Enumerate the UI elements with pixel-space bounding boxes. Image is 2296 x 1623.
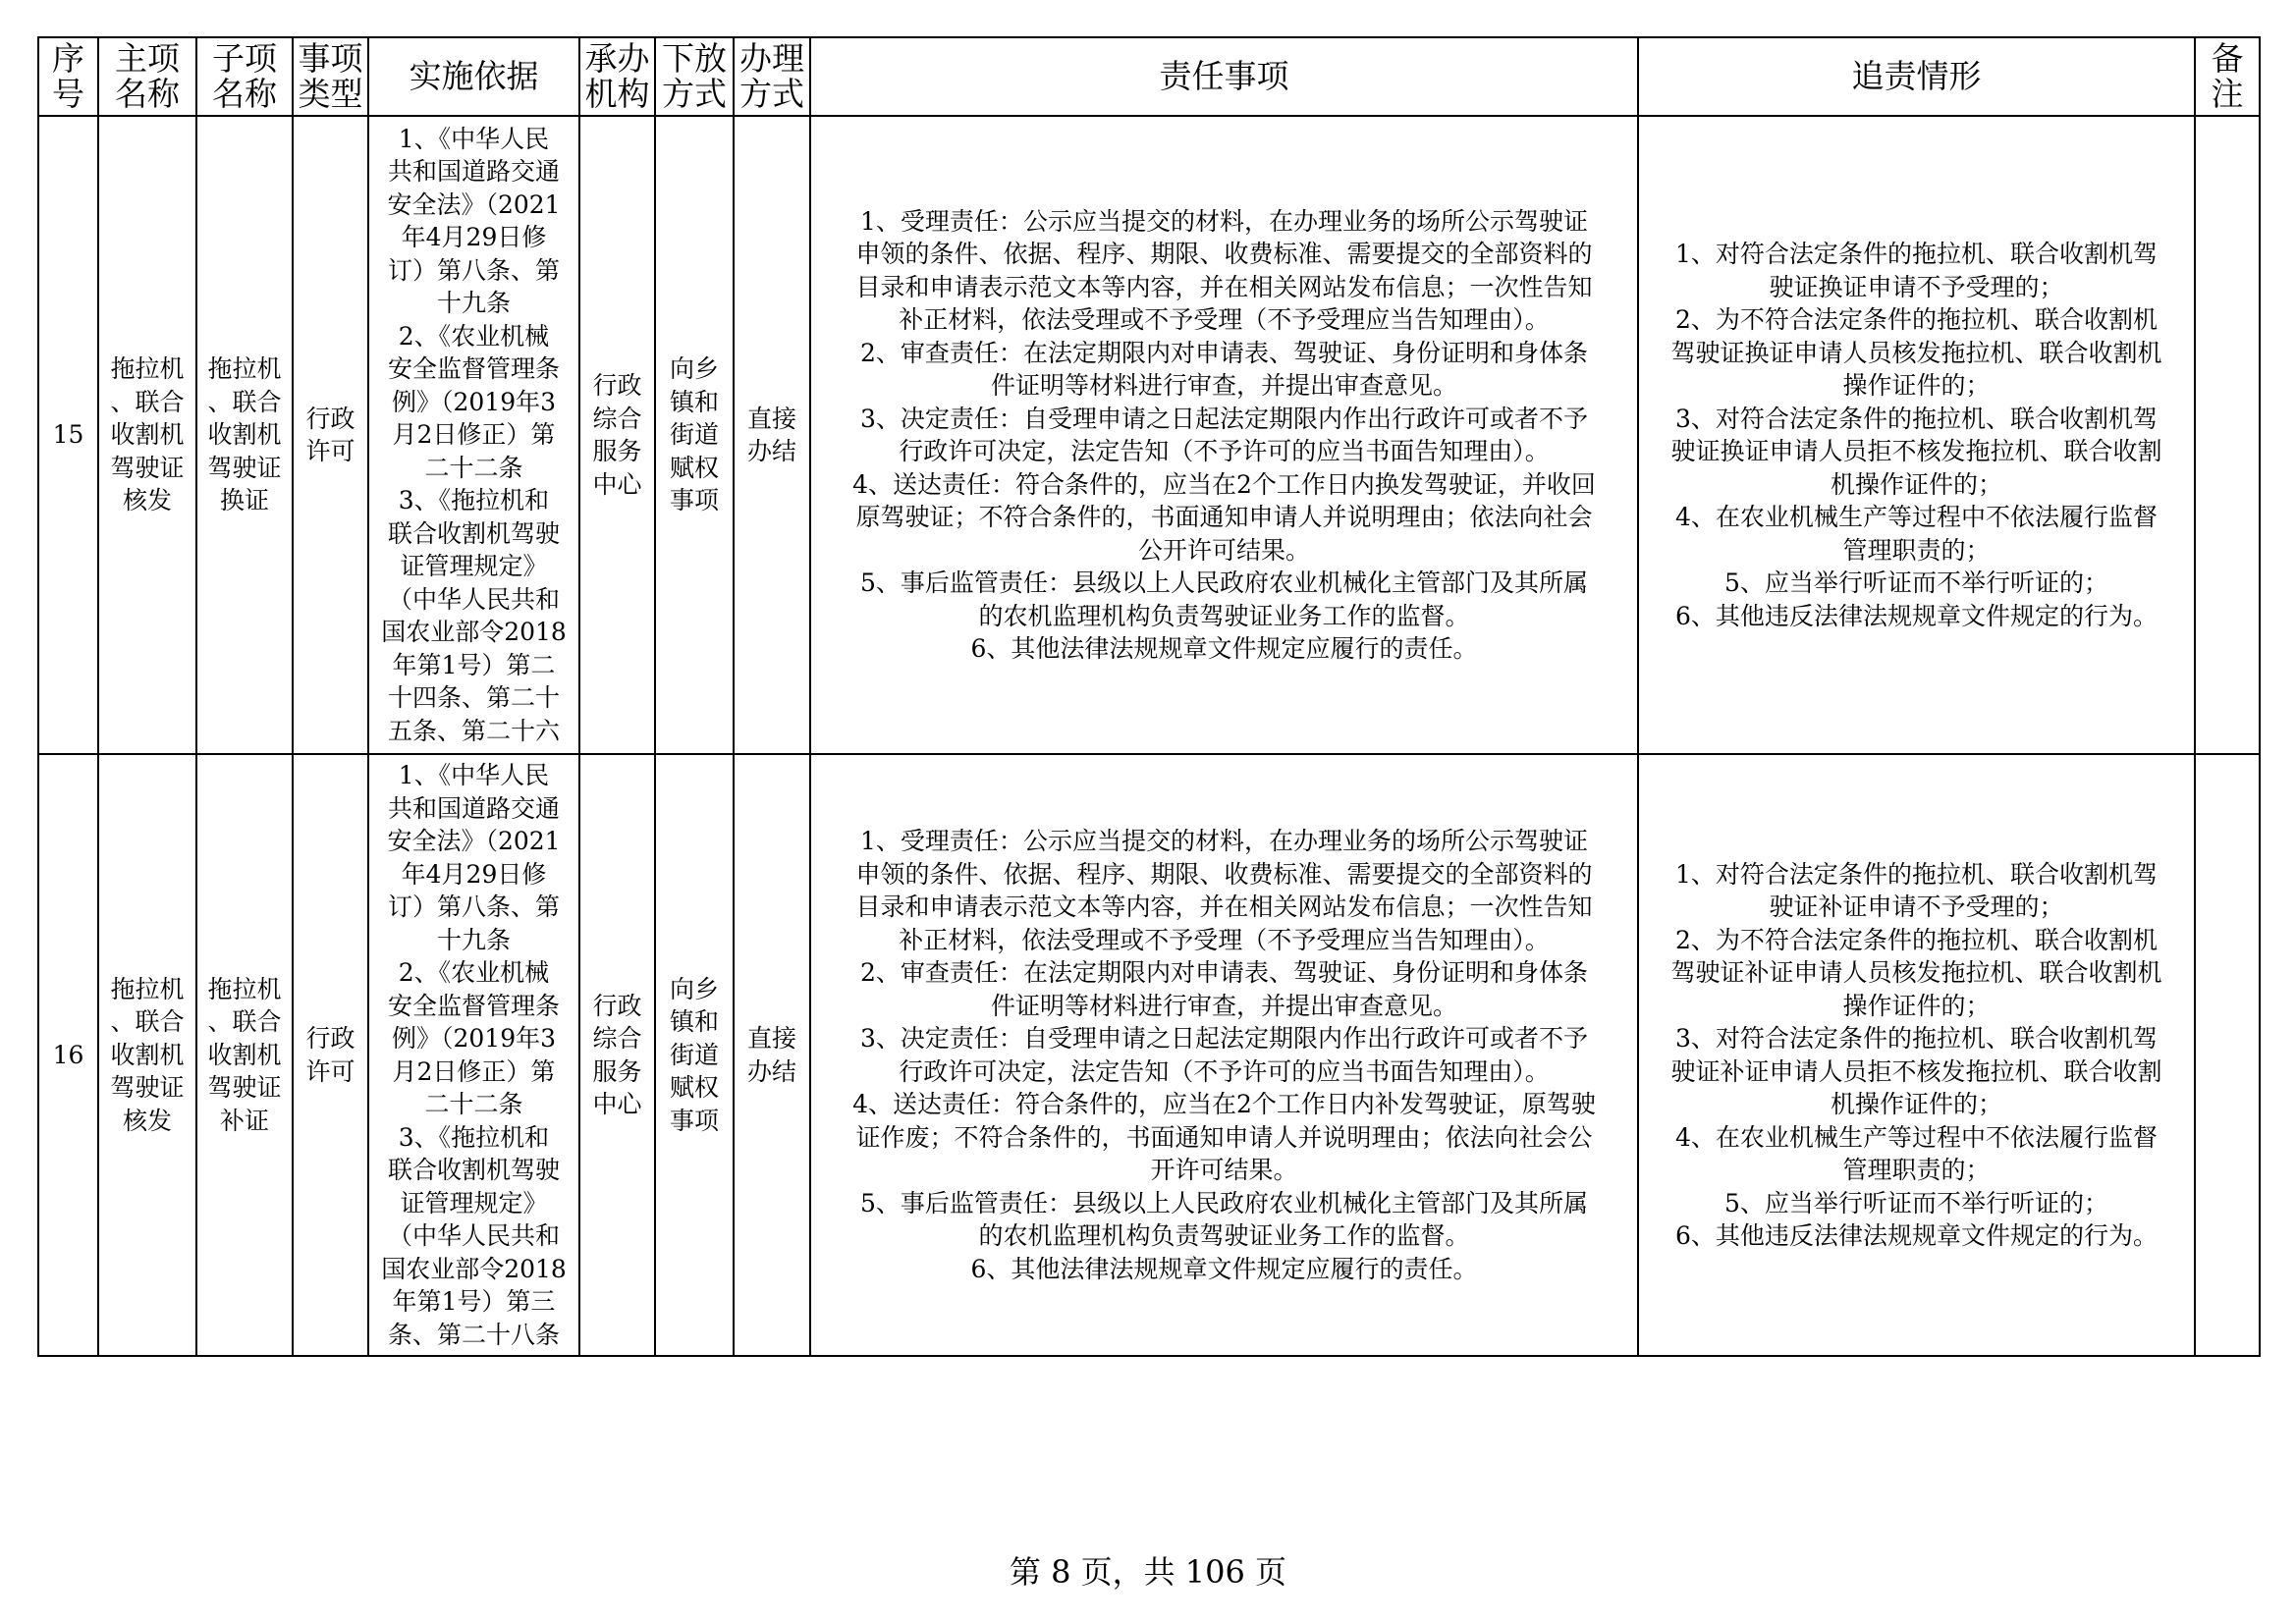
text-line: 名称	[115, 75, 180, 113]
text-line: 驾驶证	[110, 453, 185, 482]
text-line: 月2日修正）第	[392, 1056, 556, 1086]
cell-basis	[368, 116, 579, 754]
text-line: 、联合	[207, 1007, 282, 1037]
text-line: 办理	[739, 39, 804, 78]
text-line: 订）第八条、第	[387, 893, 560, 921]
text-line: 赋权	[669, 453, 719, 482]
text-line: 件证明等材料进行审查，并提出审查意见。	[990, 371, 1457, 400]
cell-accountability	[1638, 754, 2195, 1356]
text-line: 办结	[746, 1056, 796, 1086]
text-line: 6、其他违反法律法规规章文件规定的行为。	[1675, 1221, 2158, 1250]
text-line: 条、第二十八条	[387, 1320, 560, 1349]
text-line: 行政	[592, 991, 642, 1020]
cell-remarks	[2195, 116, 2260, 754]
text-line: 的农机监理机构负责驾驶证业务工作的监督。	[978, 601, 1470, 630]
text-line: 责任事项	[1159, 57, 1289, 95]
text-line: 国农业部令2018	[381, 618, 567, 647]
text-line: 赋权	[669, 1073, 719, 1103]
text-line: 补正材料，依法受理或不予受理（不予受理应当告知理由）。	[899, 305, 1550, 334]
text-line: 驾驶证换证申请人员核发拖拉机、联合收割机	[1670, 338, 2162, 367]
text-line: 收割机	[110, 420, 185, 450]
text-line: 3、决定责任：自受理申请之日起法定期限内作出行政许可或者不予	[860, 1024, 1588, 1053]
text-line: 年第1号）第三	[392, 1287, 556, 1316]
page-footer: 第 8 页，共 106 页	[1009, 1553, 1287, 1591]
text-line: 2、《农业机械	[398, 958, 550, 987]
text-line: 安全监督管理条	[387, 354, 560, 384]
header-method	[734, 37, 810, 116]
text-line: 驶证补证申请不予受理的；	[1769, 893, 2064, 921]
text-line: 事项	[298, 39, 363, 78]
cell-sub-item	[196, 116, 293, 754]
cell-delegation	[655, 754, 734, 1356]
text-line: 机操作证件的；	[1830, 1090, 2002, 1118]
text-line: 补正材料，依法受理或不予受理（不予受理应当告知理由）。	[899, 925, 1550, 954]
cell-method	[734, 116, 810, 754]
text-line: 驾驶证	[207, 453, 282, 482]
text-line: 管理职责的；	[1842, 1156, 1991, 1184]
text-line: 事项	[669, 486, 719, 515]
text-line: 1、受理责任：公示应当提交的材料，在办理业务的场所公示驾驶证	[860, 827, 1588, 855]
text-line: 十九条	[436, 925, 511, 954]
text-line: 类型	[298, 75, 363, 113]
text-line: 5、事后监管责任：县级以上人民政府农业机械化主管部门及其所属	[860, 1188, 1588, 1217]
text-line: 行政许可决定，法定告知（不予许可的应当书面告知理由）。	[899, 437, 1550, 465]
text-line: 综合	[592, 1024, 642, 1053]
text-line: 6、其他法律法规规章文件规定应履行的责任。	[970, 1254, 1478, 1283]
text-line: 5、事后监管责任：县级以上人民政府农业机械化主管部门及其所属	[860, 568, 1588, 597]
text-line: 1、《中华人民	[398, 761, 550, 789]
responsibility-table	[37, 36, 2261, 1357]
text-line: 方式	[739, 75, 804, 113]
text-line: 驾驶证补证申请人员核发拖拉机、联合收割机	[1670, 958, 2162, 987]
text-line: （中华人民共和	[387, 584, 560, 614]
text-line: 5、应当举行听证而不举行听证的；	[1724, 568, 2108, 597]
text-line: 收割机	[207, 1040, 282, 1069]
text-line: 驶证补证申请人员拒不核发拖拉机、联合收割	[1670, 1056, 2162, 1086]
text-line: 申领的条件、依据、程序、期限、收费标准、需要提交的全部资料的	[855, 859, 1593, 889]
text-line: 件证明等材料进行审查，并提出审查意见。	[990, 991, 1457, 1020]
cell-sub-item	[196, 754, 293, 1356]
cell-seq: 15	[38, 116, 98, 754]
text-line: 、联合	[110, 1007, 185, 1037]
text-line: 许可	[305, 1056, 355, 1086]
header-responsibility	[810, 37, 1638, 116]
text-line: 联合收割机驾驶	[387, 518, 560, 548]
text-line: 6、其他法律法规规章文件规定应履行的责任。	[970, 634, 1478, 663]
text-line: 机操作证件的；	[1830, 469, 2002, 499]
text-line: 安全法》（2021	[387, 827, 561, 855]
text-line: 收割机	[110, 1040, 185, 1069]
text-line: 安全监督管理条	[387, 991, 560, 1020]
cell-main-item	[98, 754, 196, 1356]
header-delegation	[655, 37, 734, 116]
cell-remarks	[2195, 754, 2260, 1356]
text-line: 驶证换证申请人员拒不核发拖拉机、联合收割	[1670, 437, 2162, 465]
text-line: 1、《中华人民	[398, 124, 550, 153]
cell-org	[579, 116, 655, 754]
text-line: 5、应当举行听证而不举行听证的；	[1724, 1188, 2108, 1217]
header-accountability	[1638, 37, 2195, 116]
header-sub-item	[196, 37, 293, 116]
cell-basis	[368, 754, 579, 1356]
text-line: 服务	[592, 1056, 642, 1086]
text-line: 中心	[592, 1090, 642, 1118]
text-line: 二十二条	[424, 1090, 523, 1118]
text-line: 街道	[669, 1040, 719, 1069]
header-remarks	[2195, 37, 2260, 116]
text-line: 五条、第二十六	[387, 716, 560, 745]
text-line: 年4月29日修	[401, 223, 547, 252]
text-line: 3、对符合法定条件的拖拉机、联合收割机驾	[1675, 1024, 2158, 1053]
text-line: 二十二条	[424, 453, 523, 482]
header-org	[579, 37, 655, 116]
cell-responsibility	[810, 116, 1638, 754]
text-line: 的农机监理机构负责驾驶证业务工作的监督。	[978, 1221, 1470, 1250]
text-line: 共和国道路交通	[387, 793, 560, 823]
text-line: 序	[52, 39, 84, 78]
text-line: 证管理规定》	[400, 552, 548, 581]
text-line: 2、审查责任：在法定期限内对申请表、驾驶证、身份证明和身体条	[860, 338, 1588, 367]
text-line: 追责情形	[1851, 57, 1982, 95]
text-line: 国农业部令2018	[381, 1254, 567, 1283]
text-line: 行政许可决定，法定告知（不予许可的应当书面告知理由）。	[899, 1056, 1550, 1086]
text-line: 例》（2019年3	[391, 1024, 557, 1053]
header-seq	[38, 37, 98, 116]
text-line: 综合	[592, 404, 642, 433]
text-line: 公开许可结果。	[1137, 535, 1310, 565]
text-line: 主项	[115, 39, 180, 78]
text-line: 管理职责的；	[1842, 535, 1991, 565]
cell-method	[734, 754, 810, 1356]
text-line: 子项	[212, 39, 277, 78]
cell-responsibility	[810, 754, 1638, 1356]
text-line: 镇和	[669, 1007, 719, 1037]
text-line: 4、送达责任：符合条件的，应当在2个工作日内换发驾驶证，并收回	[852, 469, 1596, 499]
text-line: 月2日修正）第	[392, 420, 556, 450]
text-line: 实施依据	[409, 57, 539, 95]
text-line: 操作证件的；	[1842, 991, 1991, 1020]
text-line: 街道	[669, 420, 719, 450]
text-line: 备	[2211, 39, 2244, 78]
text-line: 联合收割机驾驶	[387, 1156, 560, 1184]
text-line: 注	[2211, 75, 2244, 113]
text-line: 驶证换证申请不予受理的；	[1769, 272, 2064, 301]
table-row	[38, 754, 2260, 1356]
text-line: 拖拉机	[110, 354, 185, 384]
text-line: 十四条、第二十	[387, 683, 560, 713]
text-line: 操作证件的；	[1842, 371, 1991, 400]
text-line: 行政	[305, 1024, 355, 1053]
cell-type	[293, 754, 368, 1356]
text-line: 3、对符合法定条件的拖拉机、联合收割机驾	[1675, 404, 2158, 433]
table-row	[38, 116, 2260, 754]
text-line: 镇和	[669, 387, 719, 416]
text-line: 名称	[212, 75, 277, 113]
header-type	[293, 37, 368, 116]
cell-main-item	[98, 116, 196, 754]
text-line: 1、受理责任：公示应当提交的材料，在办理业务的场所公示驾驶证	[860, 206, 1588, 236]
text-line: 、联合	[207, 387, 282, 416]
text-line: 方式	[662, 75, 727, 113]
text-line: 直接	[746, 1024, 796, 1053]
text-line: 2、《农业机械	[398, 321, 550, 351]
text-line: 开许可结果。	[1150, 1156, 1298, 1184]
cell-type	[293, 116, 368, 754]
text-line: 核发	[122, 486, 172, 515]
text-line: 事项	[669, 1106, 719, 1135]
text-line: 例》（2019年3	[391, 387, 557, 416]
text-line: 1、对符合法定条件的拖拉机、联合收割机驾	[1675, 859, 2158, 889]
text-line: 向乡	[669, 974, 719, 1003]
text-line: 2、审查责任：在法定期限内对申请表、驾驶证、身份证明和身体条	[860, 958, 1588, 987]
text-line: 向乡	[669, 354, 719, 384]
text-line: 驾驶证	[110, 1073, 185, 1103]
text-line: 下放	[662, 39, 727, 78]
text-line: 原驾驶证；不符合条件的，书面通知申请人并说明理由；依法向社会	[855, 503, 1593, 531]
text-line: 直接	[746, 404, 796, 433]
text-line: 3、《拖拉机和	[398, 1122, 550, 1152]
cell-accountability	[1638, 116, 2195, 754]
text-line: 目录和申请表示范文本等内容，并在相关网站发布信息；一次性告知	[855, 893, 1593, 921]
text-line: 年4月29日修	[401, 859, 547, 889]
text-line: 服务	[592, 437, 642, 465]
table-header-row	[38, 37, 2260, 116]
text-line: 十九条	[436, 289, 511, 318]
text-line: 承办	[584, 39, 650, 78]
header-basis	[368, 37, 579, 116]
text-line: 1、对符合法定条件的拖拉机、联合收割机驾	[1675, 240, 2158, 268]
text-line: 收割机	[207, 420, 282, 450]
text-line: 4、送达责任：符合条件的，应当在2个工作日内补发驾驶证，原驾驶	[852, 1090, 1596, 1118]
text-line: 3、决定责任：自受理申请之日起法定期限内作出行政许可或者不予	[860, 404, 1588, 433]
text-line: 号	[52, 75, 84, 113]
text-line: 目录和申请表示范文本等内容，并在相关网站发布信息；一次性告知	[855, 272, 1593, 301]
text-line: 机构	[584, 75, 650, 113]
text-line: 证管理规定》	[400, 1188, 548, 1217]
text-line: 核发	[122, 1106, 172, 1135]
text-line: 办结	[746, 437, 796, 465]
cell-delegation	[655, 116, 734, 754]
text-line: 2、为不符合法定条件的拖拉机、联合收割机	[1675, 305, 2158, 334]
text-line: 行政	[305, 404, 355, 433]
text-line: 申领的条件、依据、程序、期限、收费标准、需要提交的全部资料的	[855, 240, 1593, 268]
text-line: 换证	[219, 486, 269, 515]
header-main-item	[98, 37, 196, 116]
text-line: 驾驶证	[207, 1073, 282, 1103]
text-line: 行政	[592, 371, 642, 400]
text-line: 拖拉机	[110, 974, 185, 1003]
text-line: （中华人民共和	[387, 1221, 560, 1250]
text-line: 中心	[592, 469, 642, 499]
text-line: 拖拉机	[207, 354, 282, 384]
text-line: 许可	[305, 437, 355, 465]
text-line: 共和国道路交通	[387, 157, 560, 187]
text-line: 订）第八条、第	[387, 255, 560, 285]
text-line: 年第1号）第二	[392, 650, 556, 679]
text-line: 2、为不符合法定条件的拖拉机、联合收割机	[1675, 925, 2158, 954]
text-line: 6、其他违反法律法规规章文件规定的行为。	[1675, 601, 2158, 630]
text-line: 安全法》（2021	[387, 189, 561, 219]
text-line: 3、《拖拉机和	[398, 486, 550, 515]
cell-org	[579, 754, 655, 1356]
text-line: 4、在农业机械生产等过程中不依法履行监督	[1675, 503, 2158, 531]
text-line: 4、在农业机械生产等过程中不依法履行监督	[1675, 1122, 2158, 1152]
text-line: 证作废；不符合条件的，书面通知申请人并说明理由；依法向社会公	[855, 1122, 1593, 1152]
cell-seq: 16	[38, 754, 98, 1356]
text-line: 拖拉机	[207, 974, 282, 1003]
text-line: 、联合	[110, 387, 185, 416]
text-line: 补证	[219, 1106, 269, 1135]
